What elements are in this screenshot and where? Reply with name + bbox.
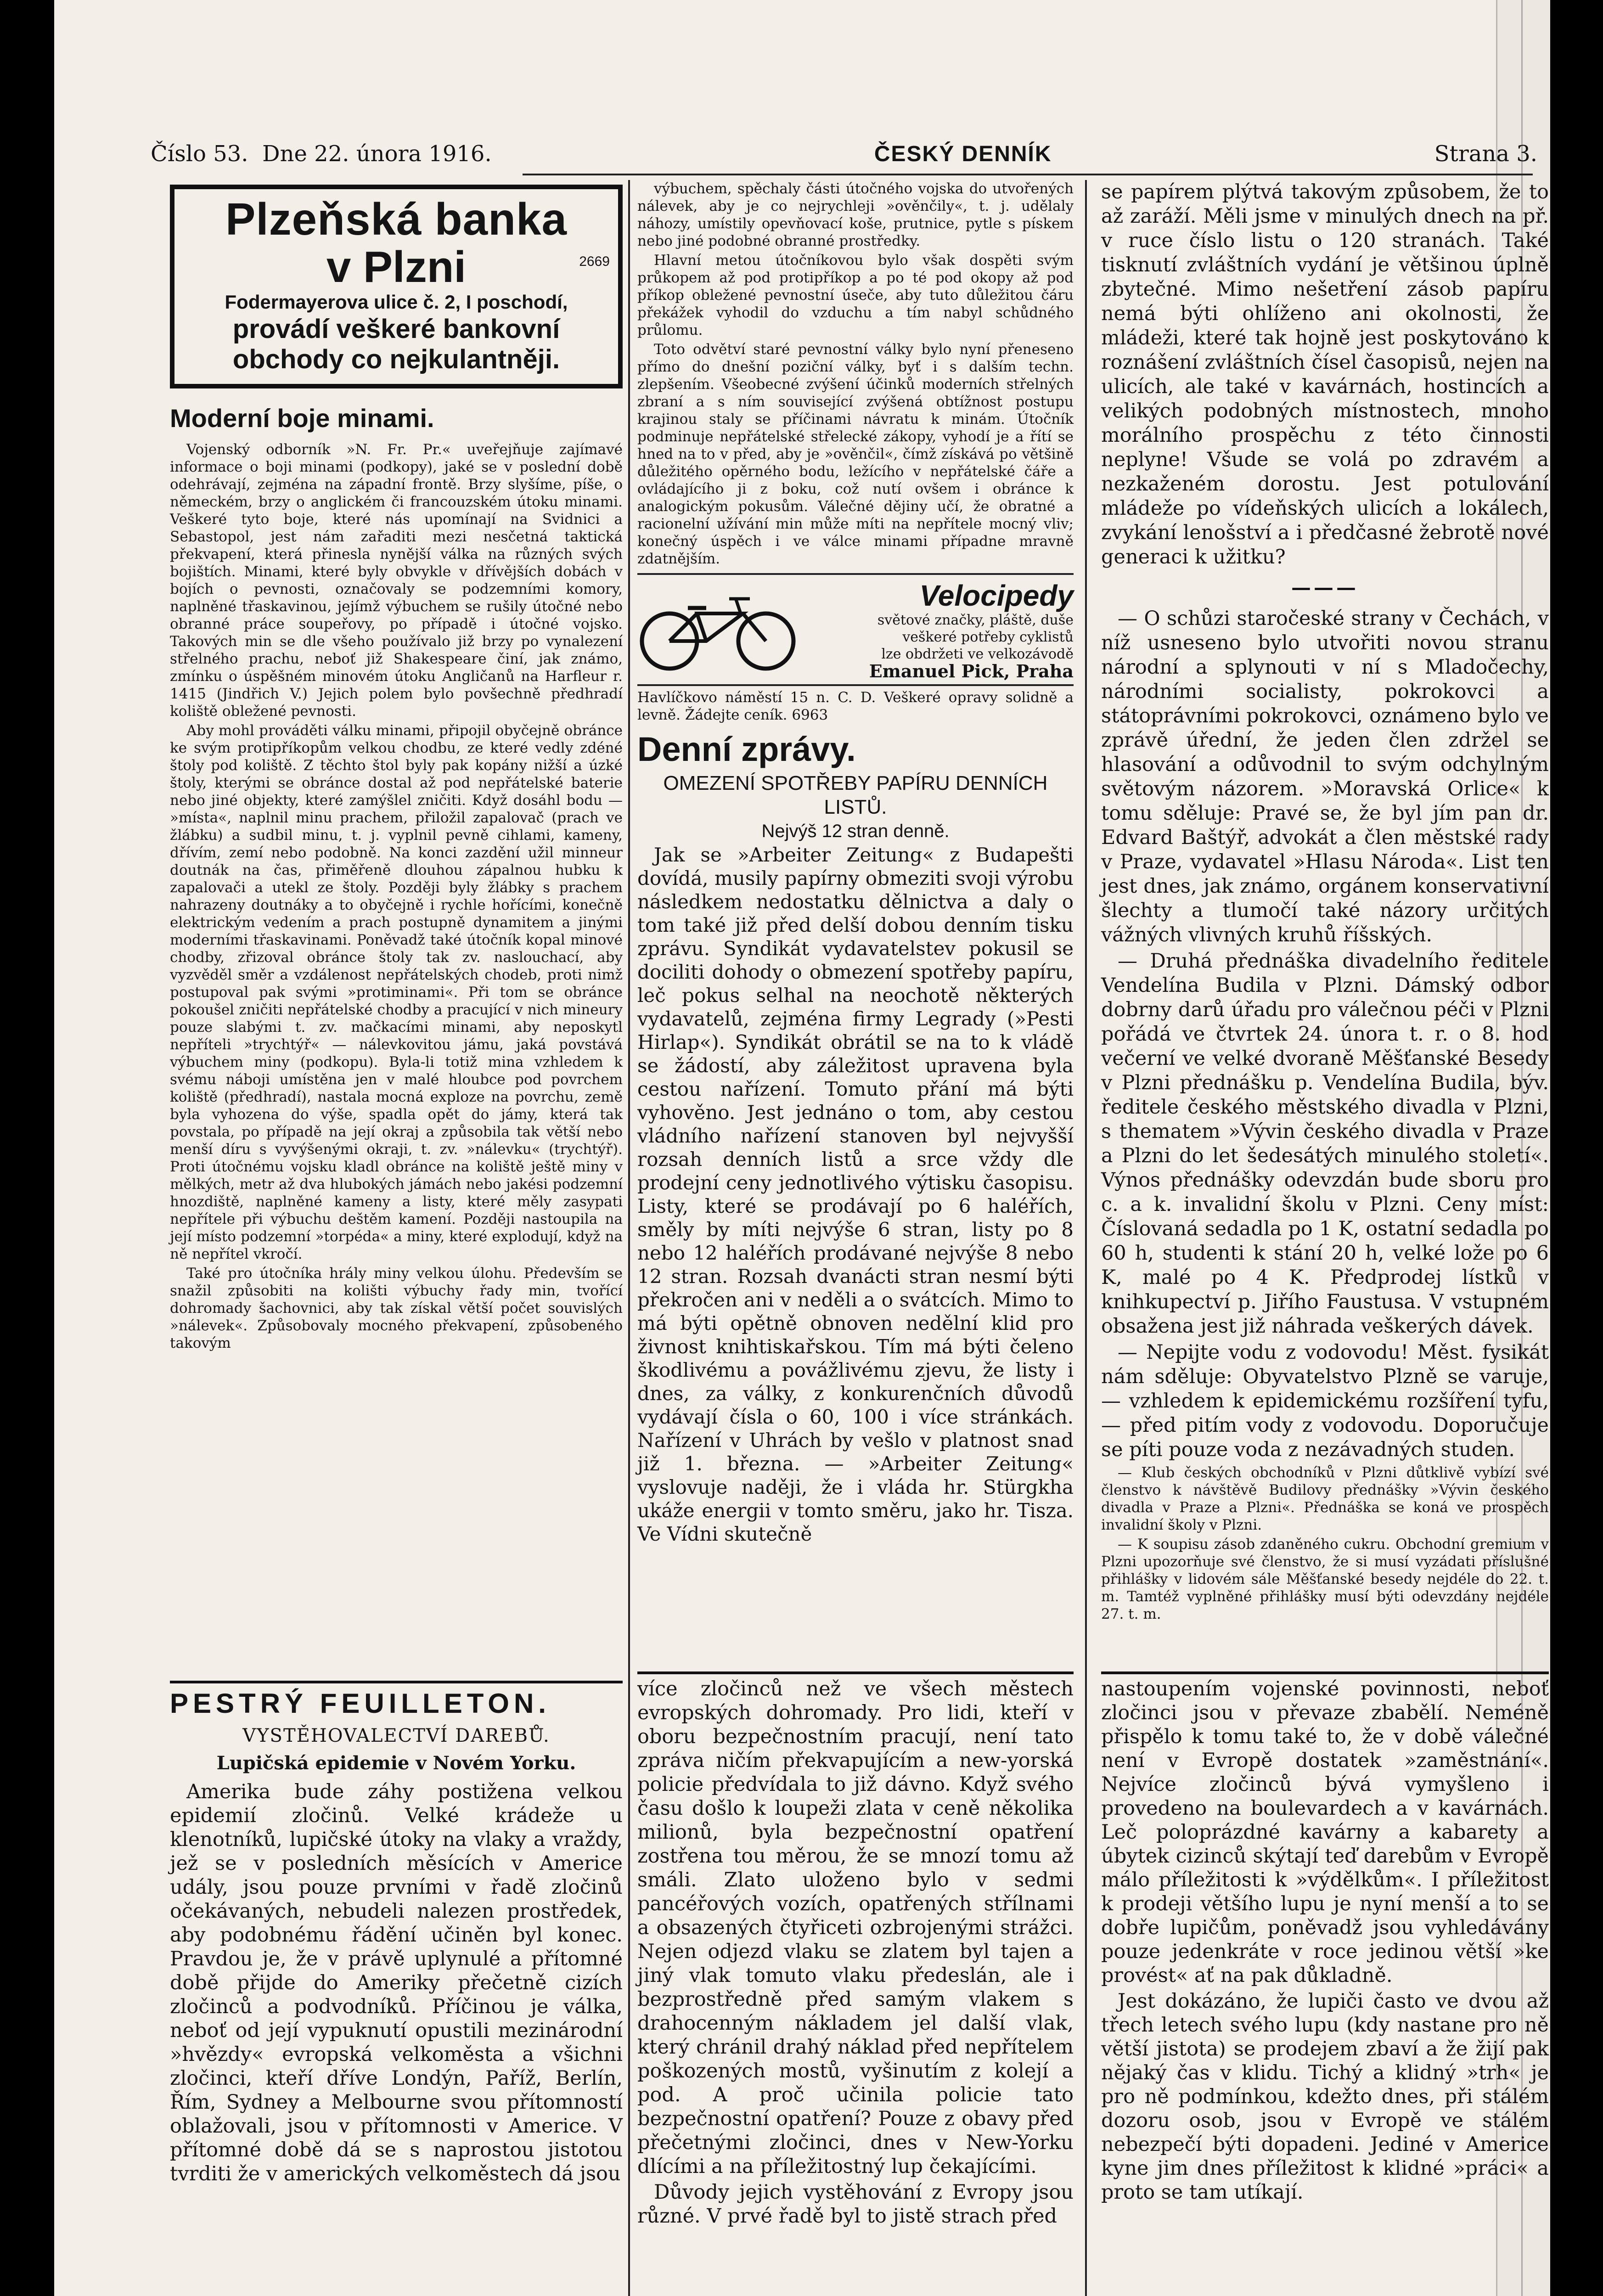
news-item-budil-lecture: — Druhá přednáška divadelního ředitele Vendelína Budila v Plzni. Dámský odbor dobrny darů úřadu pro válečnou péči v Plzni pořádá ve čtvrtek 24. února t. r. o 8. hod večerní ve velké dvoraně Měšťanské Besedy v Plzni přednášku p. Vendelína Budila, býv. ředitele českého městského divadla v Plzni, s thematem »Vývin českého divadla v Praze a Plzni do let šedesátých minulého století«. Výnos přednášky odevzdán bude sboru pro c. a k. invalidní školu v Plzni. Ceny míst: Číslovaná sedadla po 1 K, ostatní sedadla po 60 h, studenti k stání 20 h, velké lože po 6 K, malé po 4 K. Předprodej lístků v knihkupectví p. Jiřího Faustusa. V vstupném obsažena jest již náhrada veškerých dávek.: [1101, 950, 1549, 1338]
feuilleton-text: Amerika bude záhy postižena velkou epidemií zločinů. Velké krádeže u klenotníků, lupičské útoky na vlaky a vraždy, jež se v posledních měsících v Americe udály, jsou pouze prvními v řadě zločinů očekávaných, nebudeli nalezen prostředek, aby podobnému řádění učiněn byl konec. Pravdou je, že v právě uplynulé a přítomné době přijde do Ameriky přečetně cizích zločinců a podvodníků. Příčinou je válka, neboť od její vypuknutí opustili mezinárodní »hvězdy« evropská velkoměsta a všichni zločinci, kteří dříve Londýn, Paříž, Berlín, Řím, Sydney a Melbourne svou přítomností oblažovali, jsou v přítomnosti v Americe. V přítomné době dá se s naprostou jistotou tvrditi že v amerických velkoměstech dá jsou: [170, 1780, 623, 2185]
paper-headline: OMEZENÍ SPOTŘEBY PAPÍRU DENNÍCH LISTŮ.: [663, 772, 1048, 818]
feuilleton-text: nastoupením vojenské povinnosti, neboť zločinci jsou v převaze zbabělí. Neméně přispělo k tomu také to, že v době válečné není v Evropě dostatek »zaměstnání«. Nejvíce zločinců bývá vymyšleno i provedeno na boulevardech a v kavárnách. Leč poloprázdné kavárny a kabarety a úbytek cizinců skýtají teď darebům v Evropě málo příležitosti k »výdělkům«. I příležitost k prodeji většího lupu je nyní menší a to se dobře lupičům, poněvadž jsou vyhledávány pouze jedenkráte v roce jedinou větší »ke provést« ať na pak důkladně.: [1101, 1677, 1549, 1987]
page-number: Strana 3.: [1434, 141, 1537, 167]
bicycle-ad-text: [804, 580, 1074, 680]
column-1: [170, 180, 623, 1354]
paper-article-continued: se papírem plýtvá takovým způsobem, že to až zaráží. Měli jsme v minulých dnech na př. v ruce číslo listu o 120 stranách. Také tisknutí zvláštních vydání je většinou úplně zbytečné. Mimo nešetření zásob papíru nemá býti ohlíženo ani okolnosti, že mládeži, které tak hojně jest poskytováno k roznášení zvláštních čísel časopisů, nejen na ulicích, ale také v kavárnách, hostincích a velikých podobných místnostech, mnoho morálního prospěchu z této činnosti neplyne! Všude se volá po zdravém a nezkaženém dorostu. Jest potulování mládeže po vídeňských ulicích a lokálech, zvykání lenošství a i předčasné žebrotě nové generaci k užitku?: [1101, 180, 1549, 568]
article-mines-title: Moderní boje minami.: [170, 404, 434, 433]
article-mines-continued: Toto odvětví staré pevnostní války bylo nyní přeneseno přímo do dnešní poziční války, byť i s dalším techn. zlepšením. Všeobecné zvýšení účinků moderních střelných zbraní a s ním související zvýšená obtížnost postupu krajinou staly se příčinami návratu k minám. Útočník podminuje nepřátelské střelecké zákopy, vyhodí je a řítí se hned na to v před, aby je »ověnčil«, čímž získává po většině důležitého opěrného bodu, ležícího v nepřátelské čáře a ovládajícího ji z boku, což nutí ovšem i obránce k analogickým pokusům. Válečné dějiny učí, že obratné a racionelní užívání min může míti na nepřítele mocný vliv; konečný úspěch i ve válce minami případne mravně zdatnějším.: [637, 341, 1074, 567]
news-item-old-czech-party: — O schůzi staročeské strany v Čechách, v níž usneseno bylo utvořiti novou stranu národní a splynouti v ní s Mladočechy, národními socialisty, pokrokovci a státoprávními pokrokovci, oznámeno bylo ve zprávě úřední, že jeden člen zdržel se hlasování a odůvodnil to svým odchylným světovým názorem. »Moravská Orlice« k tomu sděluje: Pravé se, že byl jím pan dr. Edvard Baštýř, advokát a člen městské rady v Praze, vydavatel »Hlasu Národa«. List ten jest dnes, jak známo, orgánem konservativní šlechty a tlumočí také názory určitých vážných vlivných kruhů říšských.: [1101, 607, 1549, 946]
issue-number-date: Číslo 53. Dne 22. února 1916.: [151, 141, 492, 167]
header-rule: [523, 174, 1533, 175]
column-3: [1101, 180, 1549, 1625]
bicycle-ad-title: Velocipedy: [919, 579, 1074, 612]
feuilleton-column-2: [637, 1671, 1074, 2230]
article-mines-continued: výbuchem, spěchaly části útočného vojska do utvořených nálevek, aby je co nejrychleji »ověnčily«, t. j. udělaly náhozy, umístily opevňovací koše, prutnice, pytle s pískem nebo jiné podobné obranné prostředky.: [637, 180, 1074, 249]
bank-ad-number: 2669: [579, 254, 610, 269]
masthead: ČESKÝ DENNÍK: [874, 141, 1052, 166]
bicycle-ad-company: Emanuel Pick, Praha: [869, 661, 1074, 681]
column-rule: [628, 180, 630, 2296]
feuilleton-text: Důvody jejich vystěhování z Evropy jsou různé. V prvé řadě byl to jistě strach před: [637, 2181, 1074, 2228]
bicycle-ad-line: veškeré potřeby cyklistů: [902, 629, 1074, 645]
news-item-sugar-inventory: — K soupisu zásob zdaněného cukru. Obchodní gremium v Plzni upozorňuje své členstvo, že si musí vyzádati příslušné přihlášky v lidovém sále Měšťanské besedy nejdéle do 22. t. m. Tamtéž vyplněné přihlášky musí býti odevzdány nejdéle 27. t. m.: [1101, 1536, 1549, 1622]
article-mines-paragraph: Vojenský odborník »N. Fr. Pr.« uveřejňuje zajímavé informace o boji minami (podkopy), jaké se v poslední době odehrávají, zejména na západní frontě. Brzy slyšíme, píše, o německém, brzy o anglickém či francouzském útoku minami. Veškeré tyto boje, které nás upomínají na Svidnici a Sebastopol, jest nám zařaditi mezi nesčetná taktická překvapení, která přinesla nynější válka na různých svých bojištích. Minami, které byly obvykle v dřívějších dobách v bojích o pevnosti, označovaly se podzemními komory, naplněné třaskavinou, jejímž výbuchem se rušily útočné nebo obranné práce soupeřovy, po případě i útočné vojsko. Takových min se dle všeho používalo již brzy po vynalezení střelného prachu, neboť již Shakespeare činí, jak známo, zmínku o úspěšném minovém útoku Angličanů na Harfleur r. 1415 (Jindřich V.) Jejich polem bylo povšechně předhradí koliště obležené pevnosti.: [170, 441, 623, 720]
paper-article-body: Jak se »Arbeiter Zeitung« z Budapešti dovídá, musily papírny obmeziti svoji výrobu následkem nedostatku dělnictva a daly o tom také již před delší dobou denním tisku zprávu. Syndikát vydavatelstev pokusil se dociliti dohody o obmezení spotřeby papíru, leč pokus selhal na neochotě některých vydavatelů, zejména firmy Legrady (»Pesti Hirlap«). Syndikát obrátil se na to k vládě se žádostí, aby záležitost upravena byla cestou nařízení. Tomuto přání má býti vyhověno. Jest jednáno o tom, aby cestou vládního nařízení stanoven byl nejvyšší rozsah denních listů a srce vždy dle prodejní ceny jednotlivého výtisku časopisu. Listy, které se prodávají po 6 haléřích, směly by míti nejvýše 6 stran, listy po 8 nebo 12 haléřích prodávané nejvýše 8 nebo 12 stran. Rozsah dvanácti stran nesmí býti překročen ani v neděli a o svátcích. Mimo to má býti opětně obnoven nedělní klid pro živnost knihtiskařskou. Tím má býti čeleno škodlivému a povážlivému zjevu, že listy i dnes, za války, z konkurenčních důvodů vydávají čísla o 60, 100 i více stránkách. Nařízení v Uhrách by vešlo v platnost snad již 1. března. — »Arbeiter Zeitung« vyslovuje naději, že i vláda hr. Stürgkha ukáže energii v tomto směru, jako hr. Tisza. Ve Vídni skutečně: [637, 844, 1074, 1545]
bank-ad-city: v Plzni 2669: [183, 244, 610, 290]
bicycle-ad-line: světové značky, pláště, duše: [877, 612, 1074, 628]
article-mines-paragraph: Také pro útočníka hrály miny velkou úlohu. Především se snažil způsobiti na kolišti výbuchy řady min, tvořící dohromady šachovnici, aby tak získal větší počet souvislých »nálevek«. Způsobovaly mocného překvapení, způsobeného takovým: [170, 1265, 623, 1351]
feuilleton-subtitle: VYSTĚHOVALECTVÍ DAREBŮ.: [242, 1725, 550, 1746]
news-item-merchants-club: — Klub českých obchodníků v Plzni důtklivě vybízí své členstvo k návštěvě Budilovy přednášky »Vývin českého divadla v Praze a Plzni«. Přednáška se koná ve prospěch invalidní školy v Plzni.: [1101, 1464, 1549, 1533]
feuilleton-text: více zločinců než ve všech městech evropských dohromady. Pro lidi, kteří v oboru bezpečnostním pracují, není tato zpráva ničím překvapujícím a new-yorská policie předvídala to již dávno. Když svého času došlo k loupeži zlata v ceně několika milionů, byla bezpečnostní opatření zostřena tou měrou, že se mnozí tomu až smáli. Zlato uloženo bylo v sedmi pancéřových vozích, opatřených střílnami a obsazených čtyřiceti ozbrojenými strážci. Nejen odjezd vlaku se zlatem byl tajen a jiný vlak tomuto vlaku předeslán, ale i bezprostředně před samým vlakem s drahocenným nákladem jel další vlak, který chránil drahý náklad před nepřítelem poškozených mostů, vyšinutím z kolejí a pod. A proč učinila policie tato bezpečnostní opatření? Pouze z obavy před přečetnými zločinci, dnes v New-Yorku dlícími a na příležitostný lup čekajícími.: [637, 1677, 1074, 2178]
bicycle-ad-number: 6963: [792, 707, 828, 723]
feuilleton-rule: [1101, 1671, 1549, 1674]
article-mines-continued: Hlavní metou útočníkovou bylo však dospěti svým průkopem až pod protipříkop a po té pod okopy až pod příkop obležené pevnostní úseče, aby tuto důležitou čáru překážek vyhodil do vzduchu a tím nabyl schůdného průlomu.: [637, 252, 1074, 338]
bank-advertisement: [170, 185, 623, 388]
section-divider: ———: [1291, 576, 1359, 599]
feuilleton-column-1: [170, 1671, 623, 2188]
feuilleton-heading: Lupičská epidemie v Novém Yorku.: [216, 1752, 576, 1774]
bicycle-icon: [637, 580, 798, 680]
column-rule: [1085, 180, 1087, 2296]
bank-ad-title: Plzeňská banka: [225, 194, 567, 244]
bicycle-advertisement: [637, 573, 1074, 686]
bicycle-ad-line: lze obdržeti ve velkozávodě: [881, 646, 1074, 662]
column-2: [637, 180, 1074, 1548]
page-header: [151, 138, 1537, 170]
bank-ad-text-2: obchody co nejkulantněji.: [232, 344, 560, 374]
bank-ad-address: Fodermayerova ulice č. 2, I poschodí,: [225, 291, 568, 313]
article-mines-paragraph: Aby mohl prováděti válku minami, připojil obyčejně obránce ke svým protipříkopům velkou chodbu, ze které vedly zdéné štoly pod koliště. Z těchto štol byly pak kopány nižší a úzké štoly, kterými se obránce dostal až pod nepřátelské baterie nebo jiné objekty, které zamýšlel zničiti. Když dosáhl bodu — »místa«, naplnil minu prachem, přiložil zapalovač (prach ve žlábku) a sudbil minu, t. j. vyplnil pevně cihlami, kameny, dřívím, zemí nebo podobně. Na konci zazdění užil minneur doutnák na čas, přiměřeně dlouhou zápalnou hubku k zapalovači a utekl ze štoly. Později byly žlábky s prachem nahrazeny doutnáky a to obyčejně i rychle hořícími, konečně elektrickým vedením a prach postupně dynamitem a jinými moderními třaskavinami. Poněvadž také útočník kopal minové chodby, zřizoval obránce štoly tak zv. naslouchací, aby vyzvěděl směr a vzdálenost nepřátelských chodeb, proti nimž postupoval pak svými »protiminami«. Při tom se obránce pokoušel zničiti nepřátelské chodby a pracující v nich mineury pouze slabými t. zv. mačkacími minami, aby neposkytl nepříteli »trychtýř« — nálevkovitou jámu, jaká povstává výbuchem miny (podkopu). Byla-li totiž mina vzhledem k svému náboji umístěna jen v malé hloubce pod povrchem koliště (předhradí), nastala mocná exploze na povrchu, země byla vyhozena do výše, spadla opět do jámy, která tak povstala, po případě na její okraj a způsobila tak větší nebo menší díru s vyvýšenými okraji, t. zv. »nálevku« (trychtýř). Proti útočnému vojsku kladl obránce na koliště ještě miny v mělkých, metr až dva hlubokých jámách nebo jakési podzemní hnozdiště, naplněné kameny a listy, které měly zasypati nepřítele při výbuchu deštěm kamení. Později nastoupila na její místo podzemní »torpéda« a miny, které explodují, když na ně nepřítel vkročí.: [170, 722, 623, 1262]
newspaper-page: [54, 0, 1550, 2296]
bicycle-ad-footer: Havlíčkovo náměstí 15 n. C. D. Veškeré opravy solidně a levně. Žádejte ceník. 6963: [637, 689, 1074, 723]
daily-news-title: Denní zprávy.: [637, 730, 856, 768]
paper-subheadline: Nejvýš 12 stran denně.: [761, 821, 950, 841]
feuilleton-rule: [637, 1671, 1074, 1674]
bank-ad-text-1: provádí veškeré bankovní: [232, 314, 560, 344]
feuilleton-text: Jest dokázáno, že lupiči často ve dvou až třech letech svého lupu (kdy nastane pro ně větší jistota) se prodejem zbaví a že žijí pak nějaký čas v klidu. Tichý a klidný »trh« je pro ně podmínkou, kdežto dnes, při stálém dozoru osob, jsou v Evropě ve stálém nebezpečí býti dopadeni. Jediné v Americe kyne jim dnes příležitost k klidné »práci« a proto se tam utíkají.: [1101, 1990, 1549, 2204]
news-item-water-warning: — Nepijte vodu z vodovodu! Měst. fysikát nám sděluje: Obyvatelstvo Plzně se varuje, — vzhledem k epidemickému rozšíření tyfu, — před pitím vody z vodovodu. Doporučuje se píti pouze voda z nezávadných studen.: [1101, 1341, 1549, 1461]
feuilleton-title: PESTRÝ FEUILLETON.: [170, 1681, 623, 1720]
feuilleton-column-3: [1101, 1671, 1549, 2206]
